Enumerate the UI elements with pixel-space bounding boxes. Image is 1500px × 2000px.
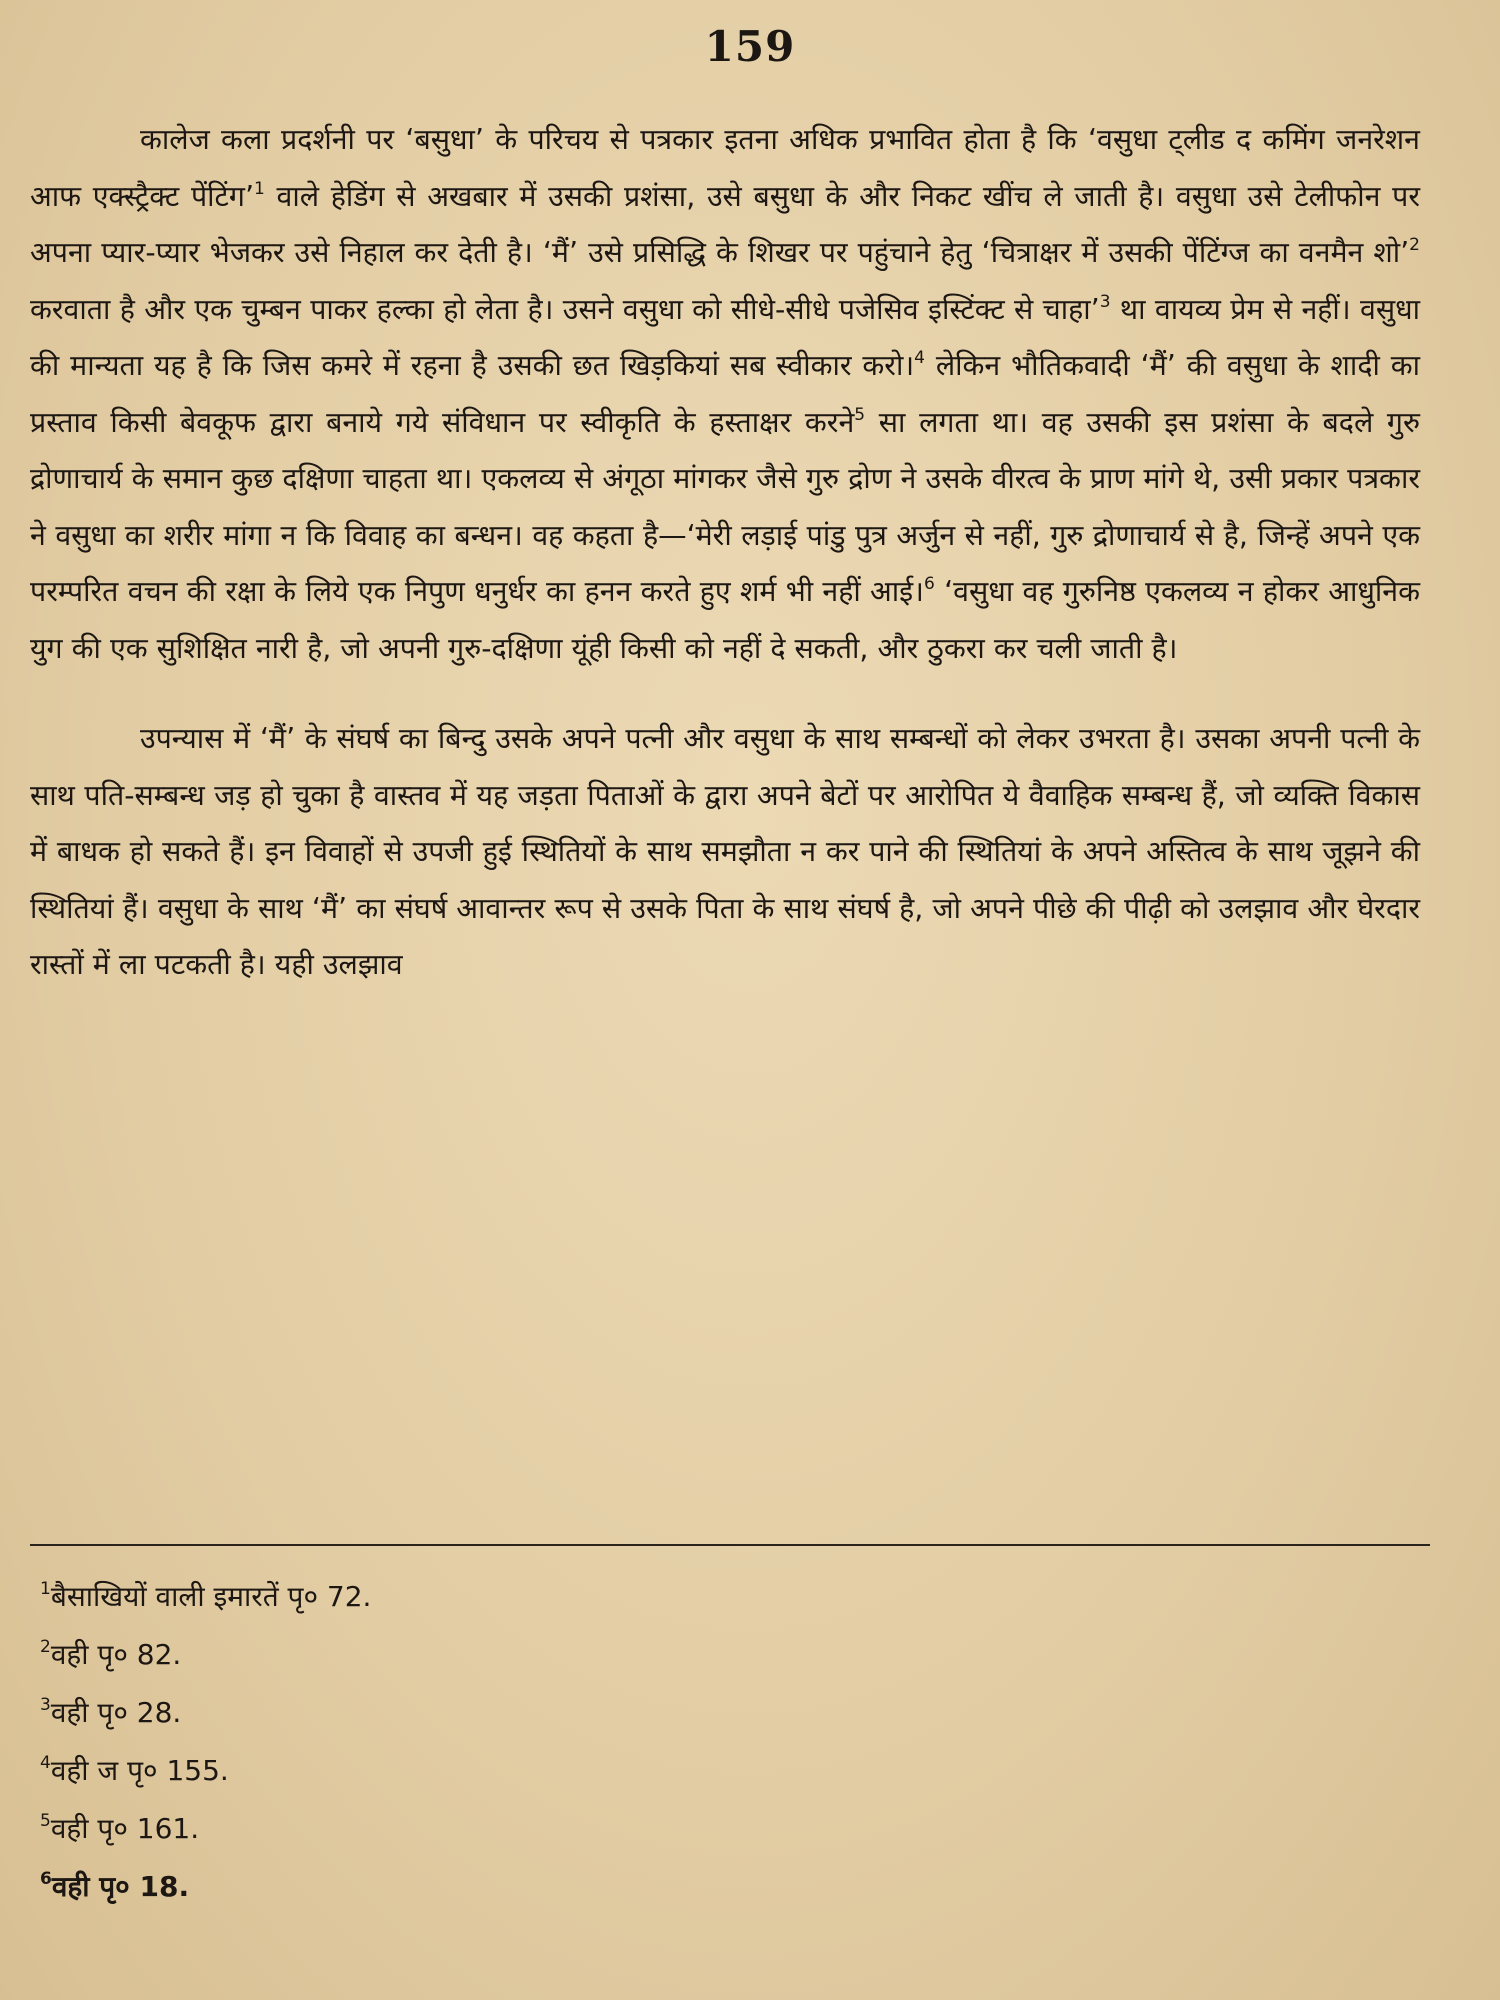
footnote-5 bbox=[40, 1800, 371, 1858]
footnote-ref: 3 bbox=[1099, 291, 1111, 312]
footnote-text: वही ज पृ० 155. bbox=[50, 1754, 229, 1787]
footnote-ref: 2 bbox=[1409, 235, 1420, 255]
footnote-mark: 4 bbox=[40, 1753, 51, 1773]
text-run: कालेज कला प्रदर्शनी पर ‘बसुधा’ के परिचय से पत्रकार इतना अधिक प्रभावित होता है कि ‘वसुधा ट्लीड द कमिंग जनरेशन आफ एक्स्ट्रैक्ट पेंटिंग’ bbox=[30, 123, 1420, 213]
footnote-mark: 3 bbox=[40, 1695, 51, 1715]
footnote-mark: 6 bbox=[40, 1869, 52, 1889]
footnote-4 bbox=[40, 1742, 371, 1800]
footnote-text: वही पृ० 28. bbox=[50, 1696, 182, 1729]
footnote-2 bbox=[40, 1626, 371, 1684]
paragraph-2 bbox=[30, 711, 1420, 994]
footnote-6 bbox=[40, 1858, 371, 1916]
text-run: ‘वसुधा वह गुरुनिष्ठ एकलव्य न होकर आधुनिक युग की एक सुशिक्षित नारी है, जो अपनी गुरु-दक्षिणा यूंही किसी को नहीं दे सकती, और ठुकरा कर चली जाती है। bbox=[30, 575, 1420, 665]
footnote-ref: 1 bbox=[254, 178, 265, 199]
footnote-ref: 4 bbox=[914, 348, 925, 368]
footnote-3 bbox=[40, 1684, 371, 1742]
text-run: उपन्यास में ‘मैं’ के संघर्ष का बिन्दु उसके अपने पत्नी और वसुधा के साथ सम्बन्धों को लेकर उभरता है। उसका अपनी पत्नी के साथ पति-सम्बन्ध जड़ हो चुका है वास्तव में यह जड़ता पिताओं के द्वारा अपने बेटों पर आरोपित ये वैवाहिक सम्बन्ध हैं, जो व्यक्ति विकास में बाधक हो सकते हैं। इन विवाहों से उपजी हुई स्थितियों के साथ समझौता न कर पाने की स्थितियां के अपने अस्तित्व के साथ जूझने की स्थितियां हैं। वसुधा के साथ ‘मैं’ का संघर्ष आवान्तर रूप से उसके पिता के साथ संघर्ष है, जो अपने पीछे की पीढ़ी को उलझाव और घेरदार रास्तों में ला पटकती है। यही उलझाव bbox=[30, 722, 1420, 981]
footnote-text: बैसाखियों वाली इमारतें पृ० 72. bbox=[50, 1580, 372, 1613]
footnotes bbox=[40, 1568, 371, 1916]
footnote-ref: 6 bbox=[923, 574, 935, 594]
page-number: 159 bbox=[704, 22, 796, 71]
text-run: सा लगता था। वह उसकी इस प्रशंसा के बदले गुरु द्रोणाचार्य के समान कुछ दक्षिणा चाहता था। एकलव्य से अंगूठा मांगकर जैसे गुरु द्रोण ने उसके वीरत्व के प्राण मांगे थे, उसी प्रकार पत्रकार ने वसुधा का शरीर मांगा न कि विवाह का बन्धन। वह कहता है—‘मेरी लड़ाई पांडु पुत्र अर्जुन से नहीं, गुरु द्रोणाचार्य से है, जिन्हें अपने एक परम्परित वचन की रक्षा के लिये एक निपुण धनुर्धर का हनन करते हुए शर्म भी नहीं आई। bbox=[30, 405, 1420, 608]
text-run: वाले हेडिंग से अखबार में उसकी प्रशंसा, उसे बसुधा के और निकट खींच ले जाती है। वसुधा उसे टेलीफोन पर अपना प्यार-प्यार भेजकर उसे निहाल कर देती है। ‘मैं’ उसे प्रसिद्धि के शिखर पर पहुंचाने हेतु ‘चित्राक्षर में उसकी पेंटिंग्ज का वनमैन शो’ bbox=[30, 179, 1420, 269]
footnote-divider bbox=[30, 1544, 1430, 1546]
footnote-text: वही पृ० 161. bbox=[50, 1812, 200, 1845]
paragraph-1 bbox=[30, 112, 1420, 677]
text-run: करवाता है और एक चुम्बन पाकर हल्का हो लेता है। उसने वसुधा को सीधे-सीधे पजेसिव इस्टिंक्ट से चाहा’ bbox=[30, 292, 1100, 326]
footnote-mark: 5 bbox=[40, 1811, 51, 1831]
footnote-mark: 2 bbox=[40, 1637, 51, 1657]
text-run: लेकिन भौतिकवादी ‘मैं’ की वसुधा के शादी का प्रस्ताव किसी बेवकूफ द्वारा बनाये गये संविधान पर स्वीकृति के हस्ताक्षर करने bbox=[30, 349, 1420, 439]
footnote-text: वही पृ० 82. bbox=[50, 1638, 182, 1671]
footnote-ref: 5 bbox=[854, 404, 866, 425]
footnote-text: वही पृ० 18. bbox=[51, 1870, 190, 1903]
footnote-mark: 1 bbox=[40, 1579, 51, 1599]
body-text bbox=[30, 112, 1420, 994]
text-run: था वायव्य प्रेम से नहीं। वसुधा की मान्यता यह है कि जिस कमरे में रहना है उसकी छत खिड़कियां सब स्वीकार करो। bbox=[30, 292, 1420, 382]
footnote-1 bbox=[40, 1568, 371, 1626]
